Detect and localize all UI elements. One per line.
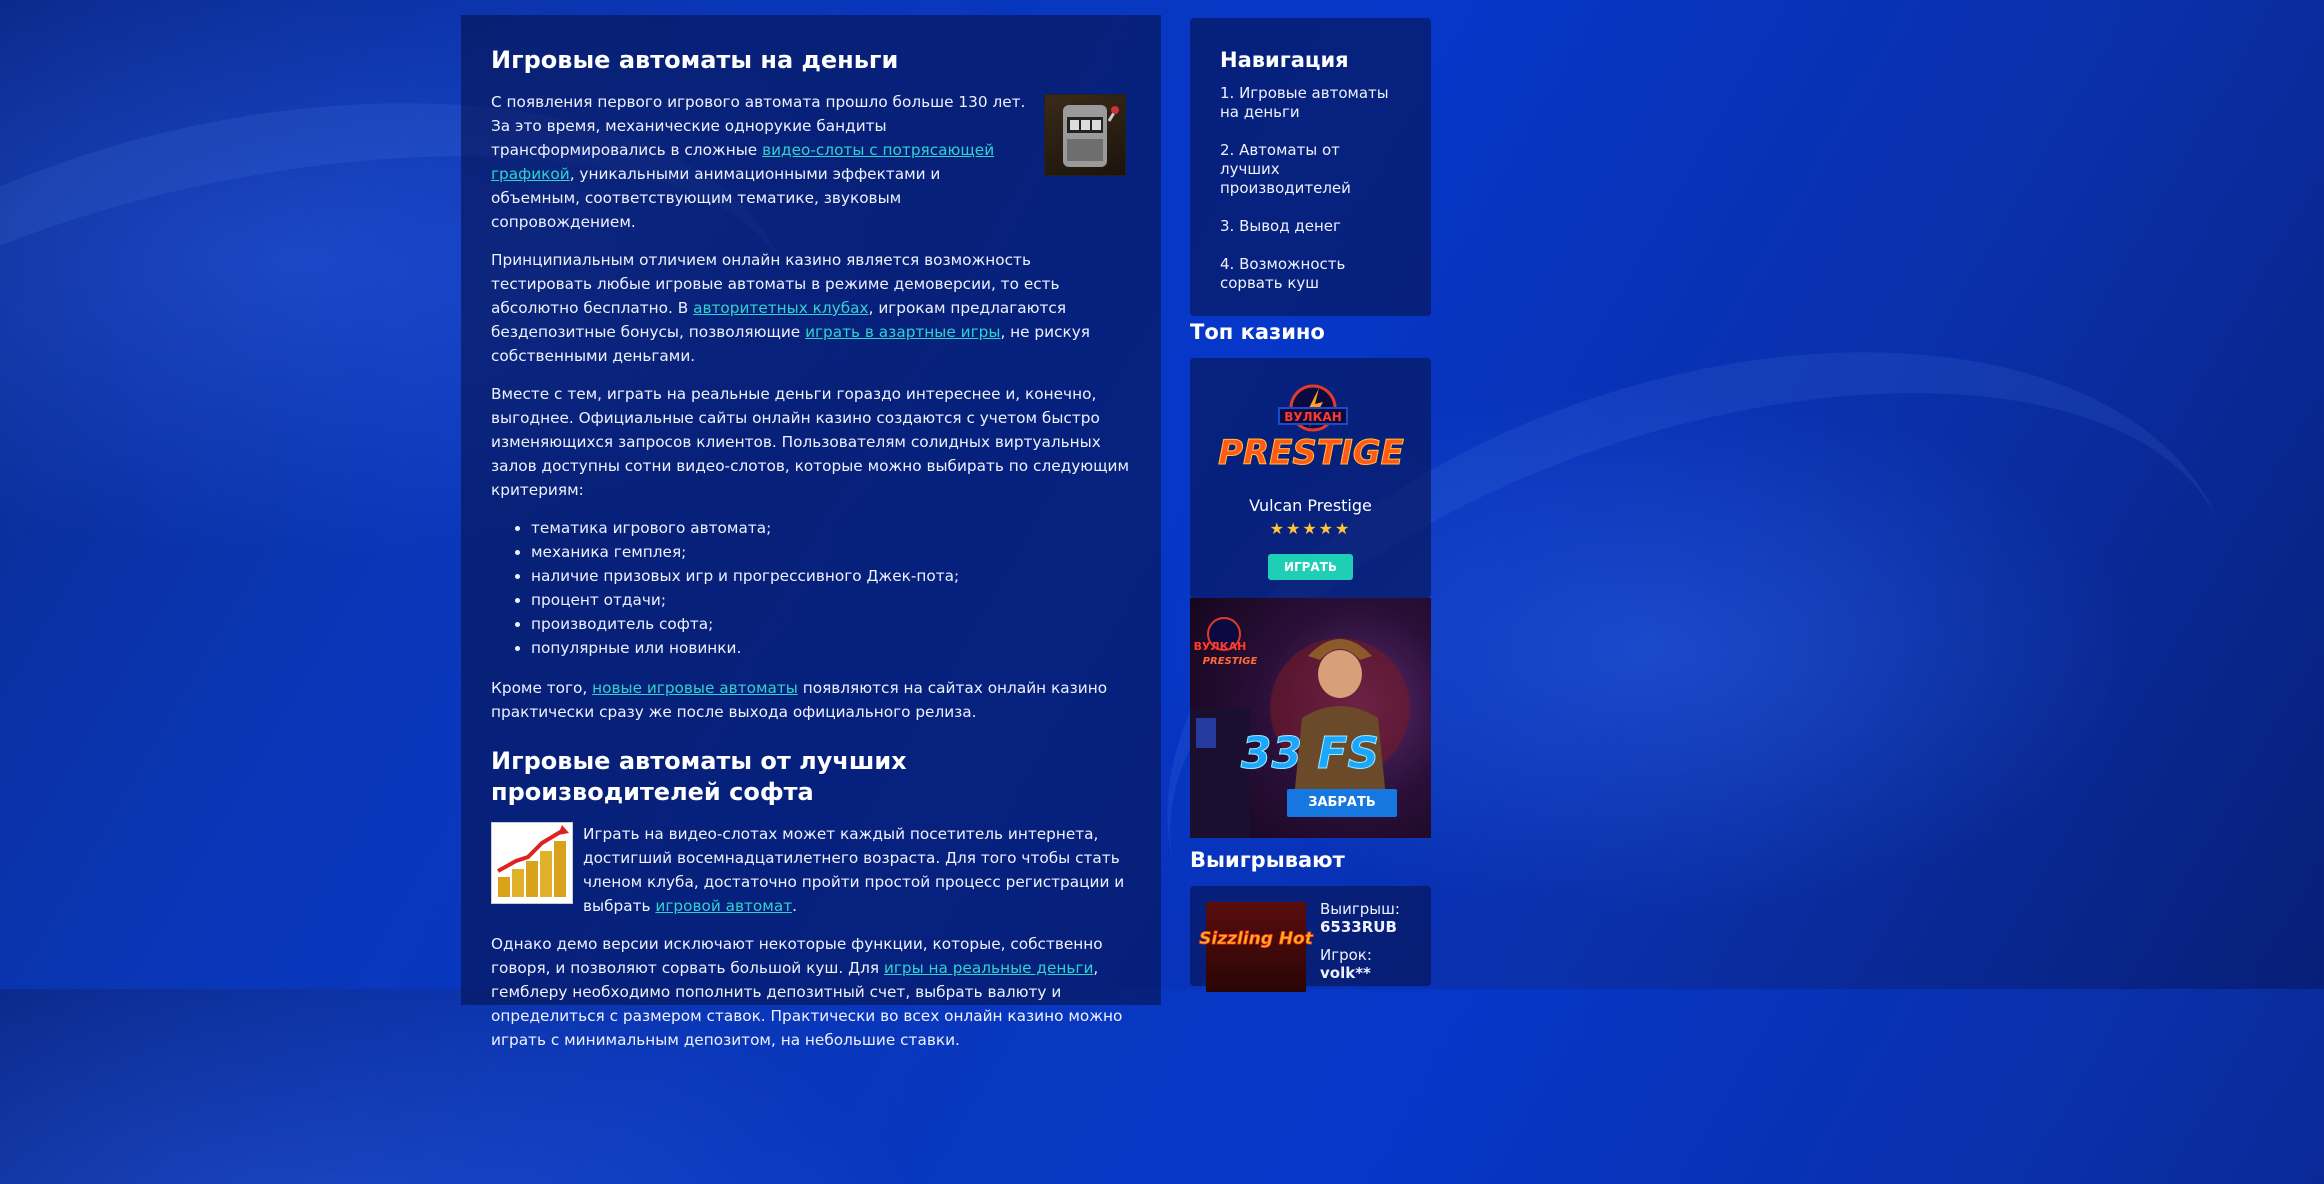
svg-text:ВУЛКАН: ВУЛКАН (1283, 410, 1342, 424)
winners-title: Выигрывают (1190, 848, 1345, 872)
article-title: Игровые автоматы на деньги (491, 46, 899, 74)
new-slots-link[interactable]: новые игровые автоматы (592, 679, 798, 697)
promo-banner[interactable] (1190, 598, 1431, 838)
svg-text:PRESTIGE: PRESTIGE (1202, 656, 1258, 667)
navigation-title: Навигация (1220, 48, 1349, 72)
video-slots-link[interactable]: видео-слоты с потрясающей графикой (491, 141, 995, 183)
claim-button[interactable]: ЗАБРАТЬ (1287, 789, 1397, 817)
lead-block (491, 90, 1131, 234)
slot-machine-link[interactable]: игровой автомат (655, 897, 793, 915)
real-money-paragraph: Вместе с тем, играть на реальные деньги гораздо интереснее и, конечно, выгоднее. Официальные сайты онлайн казино создаются с учетом быстро изменяющихся запросов клиентов. Пользователям солидных виртуальных залов доступны сотни видео-слотов, которые можно выбирать по следующим критериям: (491, 385, 1130, 499)
criteria-list (491, 516, 1131, 660)
casino-card (1190, 358, 1431, 598)
nav-item-1[interactable]: 1. Игровые автоматы на деньги (1220, 84, 1389, 121)
win-label: Выигрыш: (1320, 900, 1400, 918)
svg-text:Sizzling Hot: Sizzling Hot (1199, 929, 1313, 949)
gold-growth-image (491, 822, 573, 904)
real-money-games-link[interactable]: игры на реальные деньги (883, 959, 1094, 977)
providers-block (491, 822, 1131, 918)
nav-item-4[interactable]: 4. Возможность сорвать куш (1220, 255, 1346, 292)
list-item: • производитель софта; (531, 612, 1131, 636)
trusted-clubs-link[interactable]: авторитетных клубах (693, 299, 869, 317)
sidebar (1190, 18, 1431, 986)
win-value: 6533RUB (1320, 918, 1397, 936)
deposit-paragraph: Однако демо версии исключают некоторые функции, которые, собственно говоря, и позволяют сорвать большой куш. Для игры на реальные деньги, гемблеру необходимо пополнить депозитный счет, выбрать валюту и определиться с размером ставок. Практически во всех онлайн казино можно играть с минимальным депозитом, на небольшие ставки. (491, 935, 1123, 1049)
casino-name: Vulcan Prestige (1249, 496, 1372, 515)
svg-text:33 FS: 33 FS (1240, 728, 1380, 779)
registration-paragraph: Играть на видео-слотах может каждый посетитель интернета, достигший восемнадцатилетнего возраста. Для того чтобы стать членом клуба, достаточно пройти простой процесс регистрации и выбрать игровой автомат. (583, 825, 1125, 915)
play-button[interactable]: ИГРАТЬ (1268, 554, 1353, 580)
new-slots-paragraph: Кроме того, новые игровые автоматы появляются на сайтах онлайн казино практически сразу же после выхода официального релиза. (491, 679, 1108, 721)
section-title: Игровые автоматы от лучших производителей софта (491, 747, 907, 806)
list-item: • популярные или новинки. (531, 636, 1131, 660)
nav-item-2[interactable]: 2. Автоматы от лучших производителей (1220, 141, 1351, 197)
nav-item-3[interactable]: 3. Вывод денег (1220, 217, 1341, 235)
list-item: • наличие призовых игр и прогрессивного Джек-пота; (531, 564, 1131, 588)
list-item: • тематика игрового автомата; (531, 516, 1131, 540)
player-label: Игрок: (1320, 946, 1372, 964)
vulcan-prestige-logo (1211, 378, 1411, 478)
article-content (461, 15, 1161, 1049)
list-item: • процент отдачи; (531, 588, 1131, 612)
intro-paragraph: С появления первого игрового автомата прошло больше 130 лет. За это время, механические однорукие бандиты трансформировались в сложные видео-слоты с потрясающей графикой, уникальными анимационными эффектами и объемным, соответствующим тематике, звуковым сопровождением. (491, 93, 1026, 231)
winner-card (1190, 886, 1431, 986)
demo-paragraph: Принципиальным отличием онлайн казино является возможность тестировать любые игровые автоматы в режиме демоверсии, то есть абсолютно бесплатно. В авторитетных клубах, игрокам предлагаются бездепозитные бонусы, позволяющие играть в азартные игры, не рискуя собственными деньгами. (491, 251, 1090, 365)
svg-text:ВУЛКАН: ВУЛКАН (1193, 640, 1247, 653)
game-thumbnail[interactable] (1199, 902, 1313, 992)
player-value: volk** (1320, 964, 1371, 982)
navigation-list (1220, 84, 1401, 293)
svg-text:PRESTIGE: PRESTIGE (1217, 433, 1404, 473)
winner-meta (1320, 900, 1400, 982)
rating-stars: ★★★★★ (1269, 519, 1352, 538)
top-casino-title: Топ казино (1190, 320, 1325, 344)
gambling-games-link[interactable]: играть в азартные игры (805, 323, 1001, 341)
slot-machine-image (1044, 94, 1126, 176)
list-item: • механика гемплея; (531, 540, 1131, 564)
navigation-panel (1190, 18, 1431, 316)
